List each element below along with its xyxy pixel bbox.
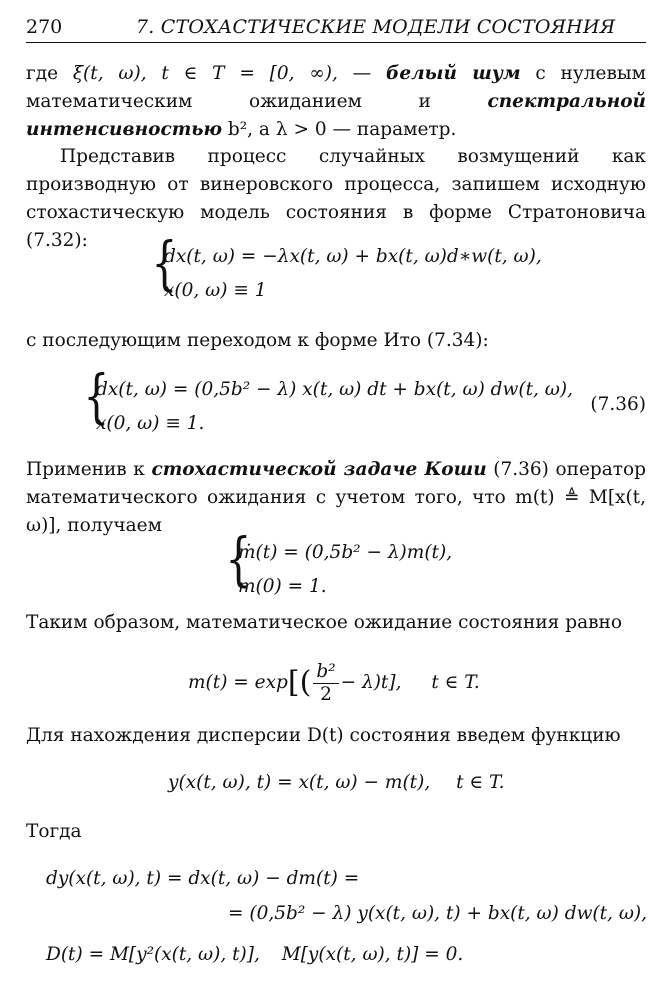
equation-line: m(0) = 1. bbox=[238, 576, 327, 597]
left-brace: { bbox=[83, 362, 110, 430]
equation-line: ṁ(t) = (0,5b² − λ)m(t), bbox=[238, 542, 453, 563]
paragraph-then: Тогда bbox=[26, 821, 82, 842]
equation-number: (7.36) bbox=[590, 394, 646, 415]
chapter-title: 7. СТОХАСТИЧЕСКИЕ МОДЕЛИ СОСТОЯНИЯ bbox=[136, 16, 616, 38]
term-spectral-intensity: спектральной интенсивностью bbox=[26, 91, 646, 140]
term-cauchy-problem: стохастической задаче Коши bbox=[151, 459, 487, 480]
paragraph-mean-value: Таким образом, математическое ожидание состояния равно bbox=[26, 612, 622, 633]
equation-line: x(0, ω) ≡ 1. bbox=[96, 413, 205, 434]
inline-math-xi: ξ(t, ω), t ∈ T = [0, ∞), bbox=[72, 63, 338, 84]
equation-dispersion: D(t) = M[y²(x(t, ω), t)], M[y(x(t, ω), t)] = 0. bbox=[46, 944, 464, 965]
running-header bbox=[26, 10, 646, 43]
paragraph-variance: Для нахождения дисперсии D(t) состояния введем функцию bbox=[26, 725, 621, 746]
paragraph-white-noise: где ξ(t, ω), t ∈ T = [0, ∞), — белый шум с нулевым математическим ожиданием и спектральной интенсивностью b², а λ > 0 — параметр. bbox=[26, 63, 646, 140]
left-brace: { bbox=[225, 525, 252, 593]
page-number: 270 bbox=[26, 16, 63, 38]
equation-line: x(0, ω) ≡ 1 bbox=[164, 280, 267, 301]
equation-y-def: y(x(t, ω), t) = x(t, ω) − m(t), t ∈ T. bbox=[168, 772, 505, 793]
left-brace: { bbox=[151, 229, 178, 297]
paragraph-stratonovich: Представив процесс случайных возмущений как производную от винеровского процесса, запишем исходную стохастическую модель состояния в форме Стратоновича (7.32): bbox=[26, 146, 646, 251]
equation-line: dx(t, ω) = (0,5b² − λ) x(t, ω) dt + bx(t, ω) dw(t, ω), bbox=[96, 379, 573, 400]
fraction: $\frac{\text{b²}}{2}$ bbox=[313, 661, 338, 706]
term-white-noise: белый шум bbox=[385, 63, 521, 84]
equation-dy-1: dy(x(t, ω), t) = dx(t, ω) − dm(t) = bbox=[46, 868, 360, 889]
equation-line: dx(t, ω) = −λx(t, ω) + bx(t, ω)d∗w(t, ω), bbox=[164, 246, 542, 267]
equation-exp: m(t) = exp[( $\frac{\text{b²}}{2}$ − λ)t], t ∈ T. bbox=[188, 660, 480, 705]
paragraph-ito: с последующим переходом к форме Ито (7.34): bbox=[26, 330, 489, 351]
equation-dy-2: = (0,5b² − λ) y(x(t, ω), t) + bx(t, ω) dw(t, ω), bbox=[228, 903, 648, 924]
paragraph-cauchy: Применив к стохастической задаче Коши (7.36) оператор математического ожидания с учетом того, что m(t) ≜ M[x(t, ω)], получаем bbox=[26, 459, 646, 536]
